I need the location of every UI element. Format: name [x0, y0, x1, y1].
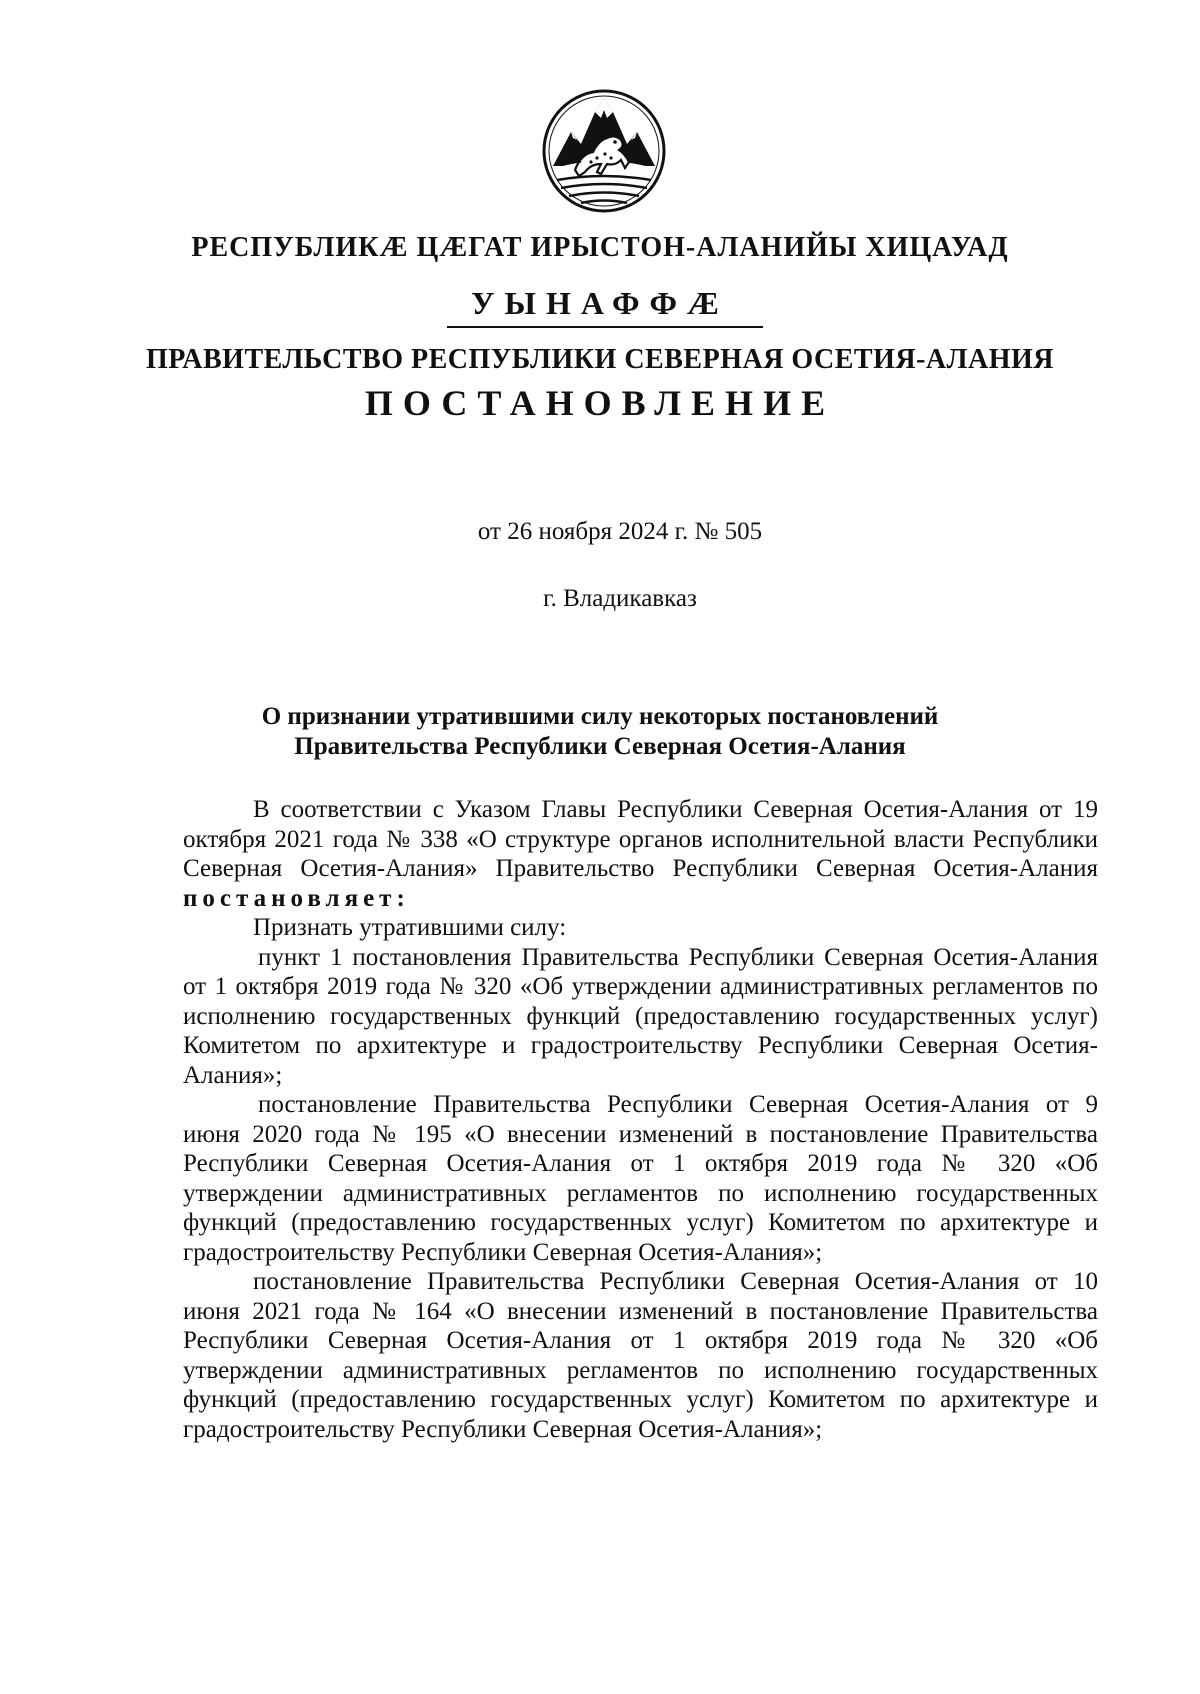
document-body	[183, 795, 1098, 1444]
decree-title-ossetian: УЫНАФФӔ	[471, 285, 729, 321]
decree-date-number: от 26 ноября 2024 г. № 505	[477, 518, 763, 545]
republic-name-ossetian: РЕСПУБЛИКӔ ЦӔГАТ ИРЫСТОН-АЛАНИЙЫ ХИЦАУАД	[191, 232, 1009, 263]
document-title	[0, 702, 1200, 762]
preamble-text: В соответствии с Указом Главы Республики Северная Осетия-Алания от 19 октября 2021 года № 338 «О структуре органов исполнительной власти Республики Северная Осетия-Алания» Правительство Республики Северная Осетия-Алания	[183, 796, 1098, 882]
decree-title: ПОСТАНОВЛЕНИЕ	[364, 383, 836, 423]
repeal-item: постановление Правительства Республики Северная Осетия-Алания от 9 июня 2020 года № 195 «О внесении изменений в постановление Правительства Республики Северная Осетия-Алания от 1 октября 2019 года № 320 «Об утверждении административных регламентов по исполнению государственных функций (предоставлению государственных услуг) Комитетом по архитектуре и градостроительству Республики Северная Осетия-Алания»;	[183, 1091, 1098, 1266]
government-name: ПРАВИТЕЛЬСТВО РЕСПУБЛИКИ СЕВЕРНАЯ ОСЕТИЯ-АЛАНИЯ	[145, 344, 1055, 375]
document-title-line-1: О признании утратившими силу некоторых постановлений	[261, 703, 939, 730]
decree-city: г. Владикавказ	[543, 585, 697, 612]
header-rule	[447, 326, 763, 328]
recognize-paragraph: Признать утратившими силу:	[253, 914, 567, 941]
resolves-word: постановляет:	[183, 884, 410, 912]
repeal-item: постановление Правительства Республики Северная Осетия-Алания от 10 июня 2021 года № 164 «О внесении изменений в постановление Правительства Республики Северная Осетия-Алания от 1 октября 2019 года № 320 «Об утверждении административных регламентов по исполнению государственных функций (предоставлению государственных услуг) Комитетом по архитектуре и градостроительству Республики Северная Осетия-Алания»;	[183, 1268, 1098, 1443]
preamble-paragraph	[183, 795, 1098, 913]
coat-of-arms-emblem	[541, 88, 667, 214]
document-title-line-2: Правительства Республики Северная Осетия-Алания	[294, 733, 906, 760]
repeal-item: пункт 1 постановления Правительства Республики Северная Осетия-Алания от 1 октября 2019 года № 320 «Об утверждении административных регламентов по исполнению государственных функций (предоставлению государственных услуг) Комитетом по архитектуре и градостроительству Республики Северная Осетия-Алания»;	[183, 943, 1098, 1089]
